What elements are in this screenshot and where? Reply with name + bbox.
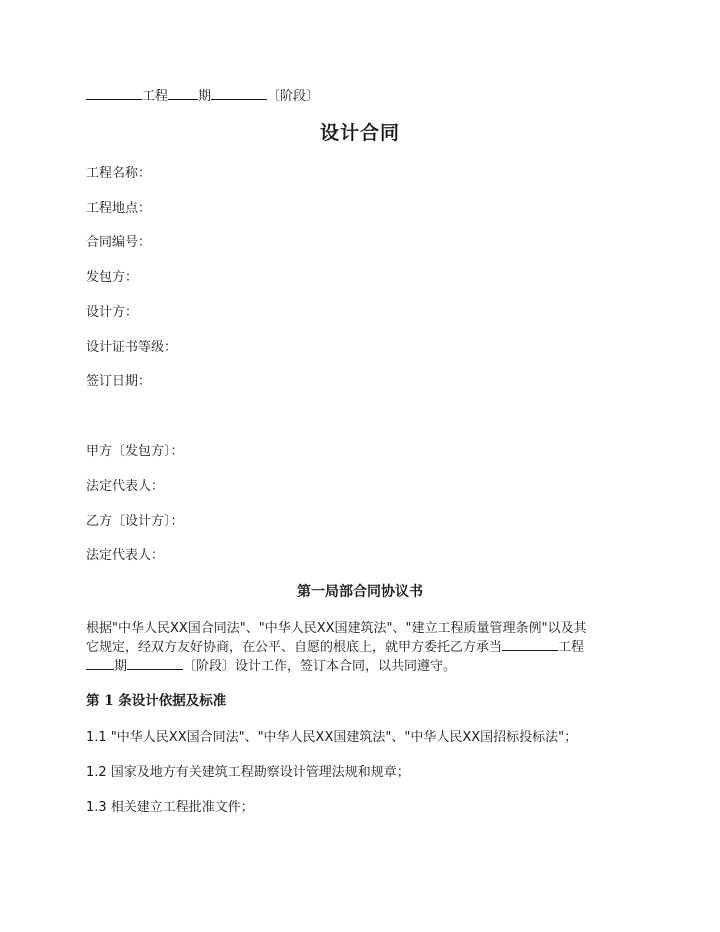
preamble-line-1: 根据"中华人民XX国合同法"、"中华人民XX国建筑法"、"建立工程质量管理条例"以及其 [86,621,587,636]
preamble-line-2 [86,638,646,658]
section-title: 第一局部合同协议书 [297,584,423,600]
preamble-line-2-project: 工程 [558,640,585,655]
header-part-phase: 期 [198,89,212,104]
blank-stage [211,87,267,100]
clause-1-title: 第 1 条设计依据及标准 [86,693,227,709]
blank-entrusted-project [502,638,558,651]
header-line [86,87,319,105]
party-b-designer: 乙方〔设计方〕： [86,514,184,529]
party-b-legal-representative: 法定代表人： [86,548,165,563]
preamble-line-3-phase: 期 [114,659,128,674]
clause-1-item-2: 1.2 国家及地方有关建筑工程勘察设计管理法规和规章； [86,765,410,780]
clause-1-item-3: 1.3 相关建立工程批准文件； [86,800,254,815]
blank-entrusted-stage [127,657,183,670]
document-title: 设计合同 [319,122,400,144]
clause-1-item-1: 1.1 "中华人民XX国合同法"、"中华人民XX国建筑法"、"中华人民XX国招标投标法"； [86,730,578,745]
preamble-line-2-text: 它规定，经双方友好协商，在公平、自愿的根底上，就甲方委托乙方承当 [86,640,503,655]
preamble-line-3 [86,657,646,677]
field-signing-date: 签订日期： [86,374,152,389]
blank-project-name [86,87,142,100]
party-a-legal-representative: 法定代表人： [86,479,165,494]
field-client: 发包方： [86,270,139,285]
field-contract-number: 合同编号： [86,235,152,250]
field-project-location: 工程地点： [86,201,152,216]
header-part-project: 工程 [142,89,169,104]
field-design-certificate-grade: 设计证书等级： [86,340,178,355]
blank-entrusted-phase [86,657,114,670]
preamble-line-3-text: 〔阶段〕设计工作，签订本合同，以共同遵守。 [183,659,457,674]
field-project-name: 工程名称： [86,166,152,181]
field-designer: 设计方： [86,305,139,320]
header-part-stage: 〔阶段〕 [267,89,320,104]
party-a-client: 甲方〔发包方〕： [86,444,184,459]
blank-phase-number [168,87,198,100]
